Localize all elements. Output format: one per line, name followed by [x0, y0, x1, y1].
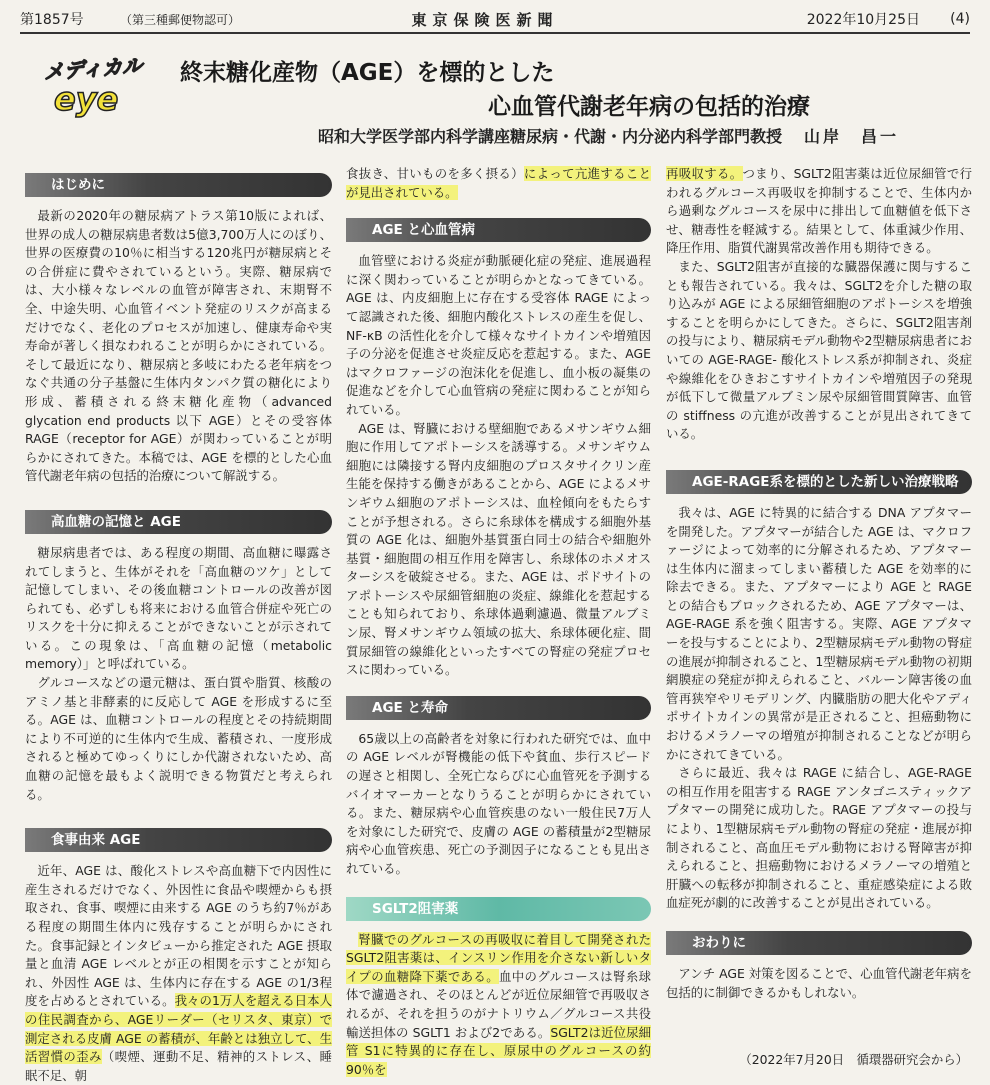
sglt2-text-b: つまり、SGLT2阻害薬は近位尿細管で行われるグルコース再吸収を抑制することで、生体内から過剰なグルコースを尿中に排出して血糖値を低下させ、糖毒性を軽減する。結果として、体重減少作用、降圧作用、脂質代謝異常改善作用も期待できる。 — [666, 166, 973, 256]
paragraph-memory-2: グルコースなどの還元糖は、蛋白質や脂質、核酸のアミノ基と非酵素的に反応して AGE を形成するに至る。AGE は、血糖コントロールの程度とその持続期間により不可逆的に生体内で生成、蓄積され、一度形成されると極めてゆっくりにしか代謝されないため、高血糖の記憶を最もよく説明できる物質だと考えられる。 — [25, 675, 332, 802]
masthead — [20, 8, 970, 30]
article-title-line1: 終末糖化産物（AGE）を標的とした — [180, 60, 555, 86]
section-heading-sglt2: SGLT2阻害薬 — [346, 897, 651, 921]
section-heading-intro: はじめに — [25, 173, 332, 197]
food-text-c: 食抜き、甘いものを多く摂る） — [346, 166, 524, 181]
paragraph-food-cont — [346, 165, 651, 202]
paragraph-conclusion: アンチ AGE 対策を図ることで、心血管代謝老年病を包括的に制御できるかもしれない。 — [666, 965, 972, 1000]
article-title-line2: 心血管代謝老年病の包括的治療 — [488, 94, 810, 120]
svg-text:メディカル: メディカル — [43, 53, 143, 84]
paragraph-lifespan: 65歳以上の高齢者を対象に行われた研究では、血中の AGE レベルが腎機能の低下や貧血、歩行スピードの遅さと相関し、全死亡ならびに心血管死を予測するバイオマーカーとなりうることが明らかにされている。また、糖尿病や心血管疾患のない一般住民7万人を対象にした研究で、皮膚の AGE の蓄積量が2型糖尿病や心血管疾患、死亡の予測因子になることも見出されている。 — [346, 730, 651, 876]
paragraph-food — [25, 862, 332, 1085]
column-1 — [25, 165, 332, 1085]
author-name: 山岸 昌一 — [804, 127, 900, 146]
medical-eye-logo — [42, 52, 143, 118]
paragraph-memory-1: 糖尿病患者では、ある程度の期間、高血糖に曝露されてしまうと、生体がそれを「高血糖のツケ」として記憶してしまい、その後血糖コントロールの改善が図られても、必ずしも将来における血管合併症や死亡のリスクを十分に抑えることができないことが示されている。この現象は、「高血糖の記憶（metabolic memory）」と呼ばれている。 — [25, 544, 332, 672]
food-highlight-2: によって亢進することが見出されている。 — [346, 166, 652, 200]
author-byline — [318, 124, 899, 147]
postal-permit: （第三種郵便物認可） — [120, 12, 241, 27]
sglt2-text-a: 血中のグルコースは腎糸球体で濾過され、そのほとんどが近位尿細管で再吸収されるが、それを担うのがナトリウム／グルコース共役輸送担体の SGLT1 および2である。 — [346, 968, 651, 1040]
sglt2-highlight-1: 腎臓でのグルコースの再吸収に着目して開発された SGLT2阻害薬は、インスリン作用を介さない新しいタイプの血糖降下薬である。 — [346, 931, 651, 984]
section-heading-new-strategy: AGE-RAGE系を標的とした新しい治療戦略 — [666, 470, 972, 494]
masthead-rule — [20, 32, 970, 34]
paragraph-sglt2-cont — [666, 165, 972, 258]
column-2 — [346, 165, 651, 1079]
author-affiliation: 昭和大学医学部内科学講座糖尿病・代謝・内分泌内科学部門教授 — [318, 127, 783, 146]
sglt2-highlight-3: 再吸収する。 — [666, 166, 743, 181]
newspaper-name: 東京保険医新聞 — [411, 10, 559, 29]
food-text-b: （喫煙、運動不足、精神的ストレス、睡眠不足、朝 — [25, 1049, 333, 1083]
paragraph-intro: 最新の2020年の糖尿病アトラス第10版によれば、世界の成人の糖尿病患者数は5億3,700万人にのぼり、世界の医療費の10％に相当する120兆円が糖尿病とその合併症に費やされているという。実際、糖尿病では、大小様々なレベルの血管が障害され、末期腎不全、中途失明、心血管イベント発症のリスクが高まるだけでなく、老化のプロセスが加速し、健康寿命や実寿命が著しく損なわれることが明らかにされている。そして最近になり、糖尿病と多岐にわたる老年病をつなぐ共通の分子基盤に生体内タンパク質の糖化により形成、蓄積される終末糖化産物（advanced glycation end products 以下 AGE）とその受容体 RAGE（receptor for AGE）が関わっていることが明らかにされてきた。本稿では、AGE を標的とした心血管代謝老年病の包括的治療について解説する。 — [25, 208, 332, 484]
sglt2-highlight-2: SGLT2は近位尿細管 S1に特異的に存在し、原尿中のグルコースの約90％を — [346, 1024, 652, 1077]
paragraph-sglt2 — [346, 931, 651, 1080]
paragraph-aptamer-1: 我々は、AGE に特異的に結合する DNA アプタマーを開発した。アプタマーが結合した AGE は、マクロファージによって効率的に分解されるため、アプタマーは生体内に溜まってしまい蓄積した AGE を効率的に除去できる。また、アプタマーにより AGE と RAGE との結合もブロックされるため、AGE アプタマーは、AGE-RAGE 系を強く阻害する。実際、AGE アプタマーを投与することにより、2型糖尿病モデル動物の腎症の進展が抑制されること、1型糖尿病モデル動物の初期網膜症の発症が抑えられること、バルーン障害後の血管再狭窄やリモデリング、内臓脂肪の肥大化やアディポサイトカインの異常が是正されること、担癌動物におけるメラノーマの増殖が抑制されることなどが明らかにされてきている。 — [666, 504, 972, 762]
section-heading-food: 食事由来 AGE — [25, 828, 332, 852]
food-text-a: 近年、AGE は、酸化ストレスや高血糖下で内因性に産生されるだけでなく、外因性に食品や喫煙からも摂取され、食事、喫煙に由来する AGE のうち約7％がある程度の期間生体内に残存することが明らかにされた。食事記録とインタビューから推定された AGE 摂取量と血清 AGE レベルとが正の相関を示すことが知られ、外因性 AGE は、生体内に存在する AGE の1/3程度を占めるとされている。 — [25, 863, 332, 1009]
paragraph-cv-1: 血管壁における炎症が動脈硬化症の発症、進展過程に深く関わっていることが明らかとなってきている。AGE は、内皮細胞上に存在する受容体 RAGE によって認識された後、細胞内酸化ストレスの産生を促し、NF-κB の活性化を介して様々なサイトカインや増殖因子の分泌を促進させ炎症反応を惹起する。また、AGE はマクロファージの泡沫化を促進し、血小板の凝集の促進などを介して心血管病の発症に関わることが知られている。 — [346, 253, 651, 417]
section-heading-conclusion: おわりに — [666, 931, 972, 955]
paragraph-aptamer-2: さらに最近、我々は RAGE に結合し、AGE-RAGE の相互作用を阻害する RAGE アンタゴニスティックアプタマーの開発に成功した。RAGE アプタマーの投与により、1型糖尿病モデル動物の腎症の発症・進展が抑制されること、高血圧モデル動物における腎障害が抑えられること、担癌動物におけるメラノーマの増殖と肝臓への転移が抑制されること、重症感染症による敗血症死が劇的に改善することが見出されている。 — [666, 765, 972, 911]
paragraph-sglt2-organ: また、SGLT2阻害が直接的な臓器保護に関与することも報告されている。我々は、SGLT2を介した糖の取り込みが AGE による尿細管細胞のアポトーシスを増強することを明らかにしてきた。さらに、SGLT2阻害剤の投与により、糖尿病モデル動物や2型糖尿病患者においての AGE-RAGE- 酸化ストレス系が抑制され、炎症や線維化をひきおこすサイトカインや増殖因子の発現が低下して微量アルブミン尿や尿細管間質障害、血管の stiffness の亢進が改善することが見出されてきている。 — [666, 258, 972, 442]
column-3 — [666, 165, 972, 1002]
section-heading-cardiovascular: AGE と心血管病 — [346, 218, 651, 242]
svg-text:eye: eye — [54, 80, 119, 118]
section-heading-lifespan: AGE と寿命 — [346, 696, 651, 720]
paragraph-cv-2: AGE は、腎臓における壁細胞であるメサンギウム細胞に作用してアポトーシスを誘導する。メサンギウム細胞には隣接する腎内皮細胞のプロスタサイクリン産生能を保持する働きがあることから、AGE によるメサンギウム細胞のアポトーシスは、血栓傾向をもたらすことが予想される。さらに糸球体を構成する細胞外基質の AGE 化は、細胞外基質蛋白同士の結合や細胞外基質・細胞間の相互作用を障害し、糸球体のホメオスターシスを破綻させる。また、AGE は、ポドサイトのアポトーシスや尿細管細胞の炎症、線維化を惹起することも知られており、糸球体過剰濾過、微量アルブミン尿、腎メサンギウム領域の拡大、糸球体硬化症、間質尿細管の線維化といったすべての腎症の発症プロセスに関わっている。 — [346, 420, 651, 678]
source-note: （2022年7月20日 循環器研究会から） — [739, 1052, 968, 1067]
issue-number: 第1857号 — [20, 12, 84, 28]
issue-date: 2022年10月25日 — [806, 12, 920, 28]
section-heading-memory: 高血糖の記憶と AGE — [25, 510, 332, 534]
food-highlight: 我々の1万人を超える日本人の住民調査から、AGEリーダー（セリスタ、東京）で測定される皮膚 AGE の蓄積が、年齢とは独立して、生活習慣の歪み — [25, 993, 333, 1065]
page-number: (4) — [950, 11, 970, 27]
